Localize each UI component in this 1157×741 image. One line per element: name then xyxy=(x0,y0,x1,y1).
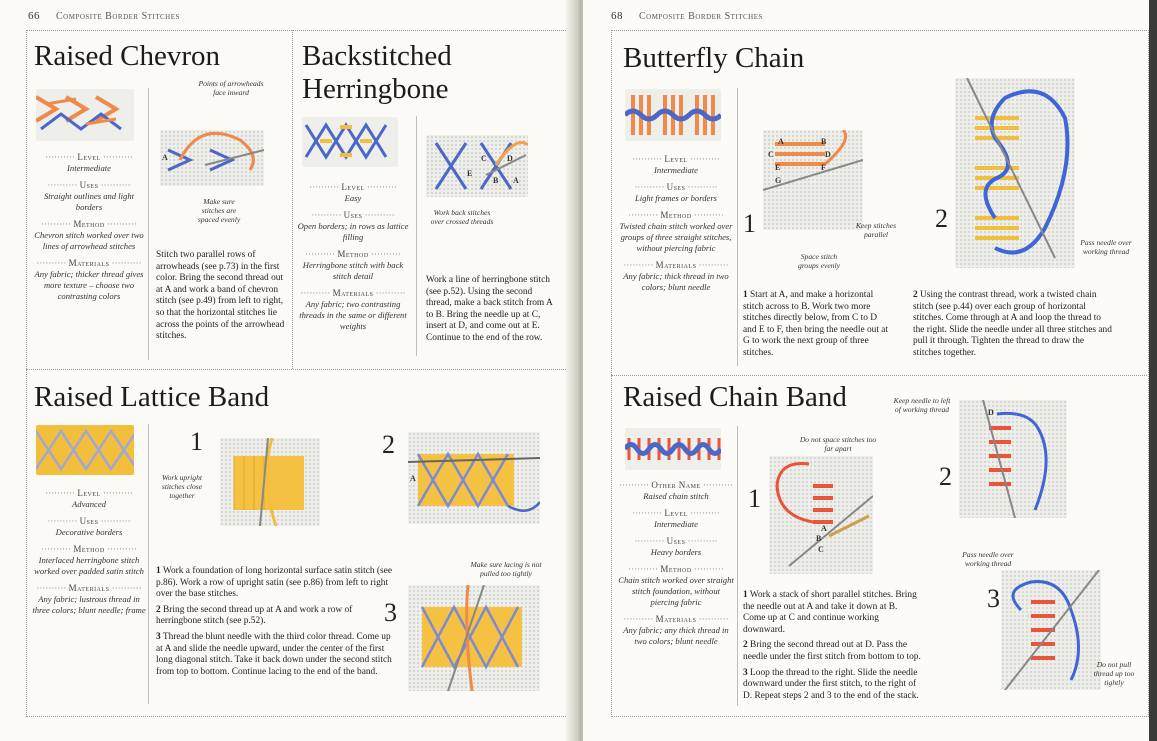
raised-chain-info: ····· Other Name ····· Raised chain stitch ····· Level ····· Intermediate ····· Uses ····· Heavy borders ····· Method ····· Chain stitch worked over straight stitch foundation, without piercing fabric ····· Materials ····· Any fabric; any thick thread in two colors; blunt needle xyxy=(617,474,735,647)
raised-chain-label-c: C xyxy=(818,545,824,554)
raised-chain-step1-text: 1 Work a stack of short parallel stitches. Bring the needle out at A and take it down at B. Come up at C and continue working downward. xyxy=(743,590,917,635)
lattice-step3-figure xyxy=(408,585,540,691)
section-divider xyxy=(26,369,568,370)
column-divider xyxy=(292,30,293,369)
raised-chevron-caption-bottom: Make sure stitches are spaced evenly xyxy=(197,197,241,224)
backstitched-figure xyxy=(426,135,528,197)
section-title-raised-chevron: Raised Chevron xyxy=(34,40,221,72)
raised-chain-label-a: A xyxy=(821,524,827,533)
page-edge xyxy=(1149,0,1157,741)
raised-chain-caption-pass: Pass needle over working thread xyxy=(962,550,1014,568)
butterfly-label-d: D xyxy=(825,150,831,159)
right-page xyxy=(583,0,1157,741)
backstitched-label-d: D xyxy=(507,154,513,163)
lattice-label-a: A xyxy=(410,474,416,483)
section-title-raised-chain-band: Raised Chain Band xyxy=(623,381,847,413)
butterfly-step1-number: 1 xyxy=(743,209,756,238)
left-running-head xyxy=(28,10,180,22)
lattice-step1-figure xyxy=(220,438,320,526)
raised-chain-step3-figure xyxy=(1001,570,1101,690)
backstitched-info: ····· Level ····· Easy ····· Uses ····· Open borders; in rows as lattice filling ····· Method ····· Herringbone stitch with back stitch detail ····· Materials ····· Any fabric; two contrasting threads in the same or different weights xyxy=(294,176,412,332)
backstitched-label-b: B xyxy=(493,176,499,185)
raised-chain-body xyxy=(743,590,921,706)
raised-chain-swatch xyxy=(625,428,721,470)
lattice-step3-number: 3 xyxy=(384,598,397,627)
backstitched-rule xyxy=(416,116,417,356)
raised-chevron-swatch xyxy=(36,89,134,141)
raised-chain-caption-space: Do not space stitches too far apart xyxy=(799,435,877,453)
backstitched-label-c: C xyxy=(481,154,487,163)
section-divider xyxy=(611,375,1147,376)
page-number: 66 xyxy=(28,10,40,22)
butterfly-caption-pass: Pass needle over working thread xyxy=(1080,238,1132,256)
raised-chain-step3-text: 3 Loop the thread to the right. Slide the needle downward under the first stitch, to the right of D. Repeat steps 2 and 3 to the end of the stack. xyxy=(743,667,919,701)
right-running-head xyxy=(611,10,763,22)
raised-chain-label-b: B xyxy=(816,534,822,543)
lattice-step2-text: 2 Bring the second thread up at A and work a row of herringbone stitch (see p.52). xyxy=(156,604,353,627)
raised-chain-label-d: D xyxy=(988,408,994,417)
running-head-title: Composite Border Stitches xyxy=(639,11,763,22)
butterfly-label-g: G xyxy=(775,176,782,185)
raised-chain-step3-number: 3 xyxy=(987,584,1000,613)
butterfly-label-c: C xyxy=(768,150,774,159)
raised-lattice-swatch xyxy=(36,425,134,475)
raised-chevron-figure xyxy=(160,130,264,186)
backstitched-label-a: A xyxy=(513,176,519,185)
backstitched-label-e: E xyxy=(467,169,473,178)
raised-chevron-label-a: A xyxy=(162,153,168,162)
raised-chain-step2-number: 2 xyxy=(939,462,952,491)
lattice-step2-number: 2 xyxy=(382,430,395,459)
backstitched-swatch xyxy=(302,117,398,167)
butterfly-label-f: F xyxy=(821,163,826,172)
lattice-step1-number: 1 xyxy=(190,427,203,456)
raised-chain-step1-number: 1 xyxy=(748,484,761,513)
butterfly-label-a: A xyxy=(778,137,784,146)
butterfly-caption-keep: Keep stitches parallel xyxy=(855,221,897,239)
butterfly-step2-figure xyxy=(955,78,1075,268)
raised-chevron-rule xyxy=(148,88,149,360)
butterfly-chain-rule xyxy=(737,88,738,366)
butterfly-label-b: B xyxy=(821,137,827,146)
raised-lattice-body xyxy=(156,566,392,682)
lattice-step3-text: 3 Thread the blunt needle with the third color thread. Come up at A and slide the needle upward, under the center of the first long diagonal stitch. Take it back down under the second stitch from top to bottom. Continue lacing to the end of the band. xyxy=(156,631,392,677)
section-title-raised-lattice: Raised Lattice Band xyxy=(34,381,270,413)
butterfly-step1-text: 1 Start at A, and make a horizontal stitch across to B. Work two more stitches directly below, from C to D and E to F, then bring the needle out at G to work the next group of three stitches. xyxy=(743,290,889,358)
raised-chain-caption-keep: Keep needle to left of working thread xyxy=(893,396,951,414)
backstitched-caption: Work back stitches over crossed threads xyxy=(430,208,494,226)
raised-chain-caption-pull: Do not pull thread up too tightly xyxy=(1093,660,1135,687)
running-head-title: Composite Border Stitches xyxy=(56,11,180,22)
section-title-backstitched: Backstitched Herringbone xyxy=(302,40,452,105)
raised-chevron-info: ····· Level ····· Intermediate ····· Uses ····· Straight outlines and light borders ····· Method ····· Chevron stitch worked over two lines of arrowhead stitches ····· Materials ····· Any fabric; thicker thread gives more texture – choose two contrasting colors xyxy=(30,146,148,302)
lattice-caption-step1: Work upright stitches close together xyxy=(161,473,203,500)
lattice-caption-step3: Make sure lacing is not pulled too tightly xyxy=(470,560,542,578)
raised-chevron-body: Stitch two parallel rows of arrowheads (see p.73) in the first color. Bring the second thread out at A and work a band of chevron stitch (see p.49) from left to right, so that the horizontal stitches lie across the points of the arrowhead stitches. xyxy=(156,250,285,342)
butterfly-step2-text: 2 Using the contrast thread, work a twisted chain stitch (see p.44) over each group of horizontal stitches. Come through at A and loop the thread to the right. Slide the needle under all three stitches and pull it through. Tighten the thread to draw the stitches together. xyxy=(913,290,1112,358)
raised-lattice-info: ····· Level ····· Advanced ····· Uses ····· Decorative borders ····· Method ····· Interlaced herringbone stitch worked over padded satin stitch ····· Materials ····· Any fabric; lustrous thread in three colors; blunt needle; frame xyxy=(30,482,148,616)
section-title-butterfly-chain: Butterfly Chain xyxy=(623,42,805,74)
butterfly-chain-swatch xyxy=(625,89,721,141)
backstitched-body: Work a line of herringbone stitch (see p.52). Using the second thread, make a back stitch from A to B. Bring the needle up at C, insert at D, and come out at E. Continue to the end of the row. xyxy=(426,275,553,343)
butterfly-chain-info: ····· Level ····· Intermediate ····· Uses ····· Light frames or borders ····· Method ····· Twisted chain stitch worked over groups of three straight stitches, without piercing fabric ····· Materials ····· Any fabric; thick thread in two colors; blunt needle xyxy=(617,148,735,293)
butterfly-label-e: E xyxy=(775,163,781,172)
raised-chevron-caption-top: Points of arrowheads face inward xyxy=(198,79,264,97)
raised-lattice-rule xyxy=(148,424,149,704)
raised-chain-step2-text: 2 Bring the second thread out at D. Pass the needle under the first stitch from bottom to top. xyxy=(743,640,921,662)
raised-chain-rule xyxy=(737,426,738,706)
page-number: 68 xyxy=(611,10,623,22)
raised-chain-step2-figure xyxy=(959,400,1067,518)
lattice-step1-text: 1 Work a foundation of long horizontal surface satin stitch (see p.86). Work a row of upright satin (see p.86) from left to right over the base stitches. xyxy=(156,566,392,600)
lattice-step2-figure xyxy=(408,432,540,524)
butterfly-step2-number: 2 xyxy=(935,204,948,233)
left-page xyxy=(0,0,574,741)
butterfly-caption-space: Space stitch groups evenly xyxy=(797,252,841,270)
raised-chain-step1-figure xyxy=(769,456,873,574)
